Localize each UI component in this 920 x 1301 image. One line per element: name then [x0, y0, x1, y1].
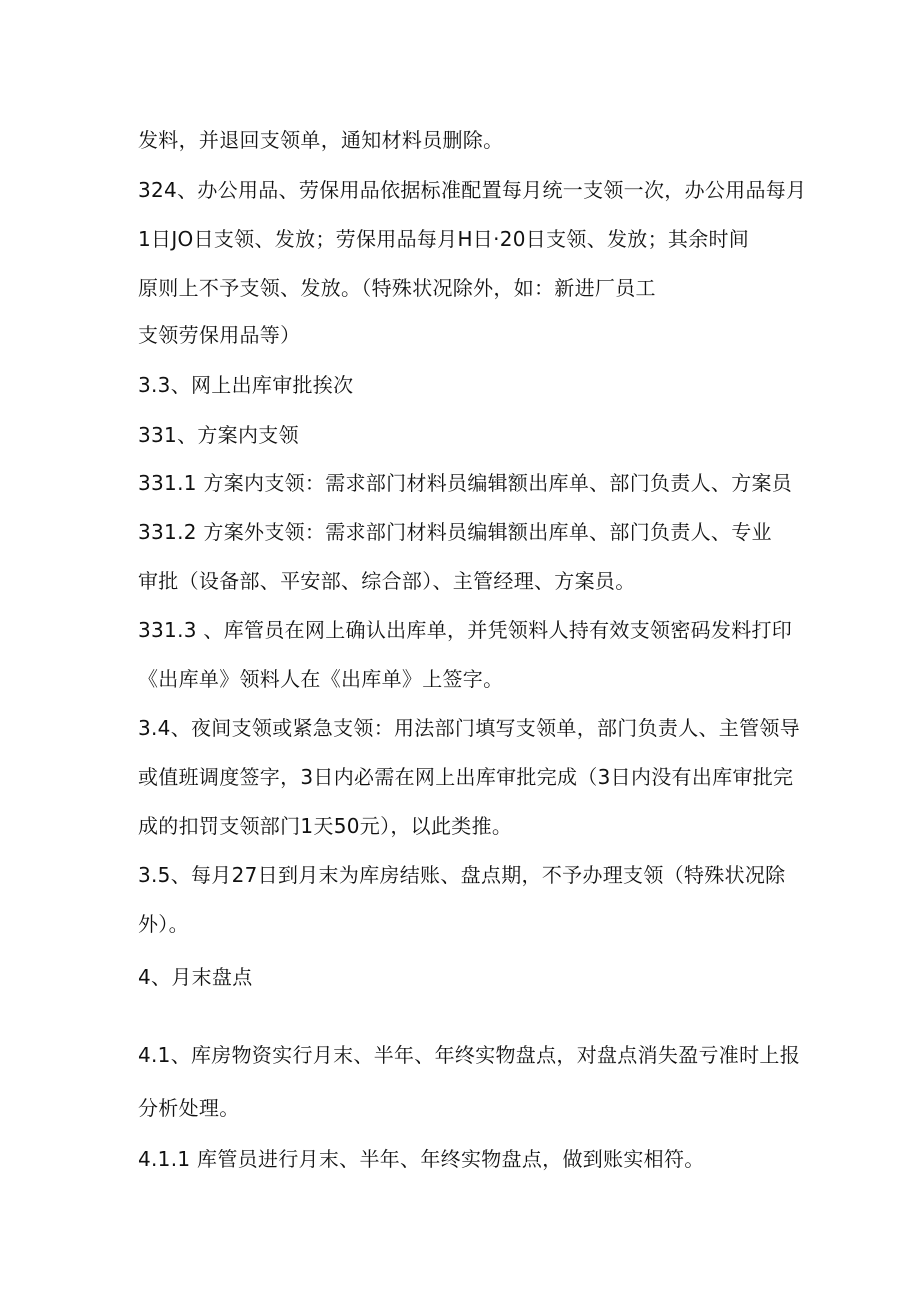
text-line: 4.1.1 库管员进行月末、半年、年终实物盘点，做到账实相符。 — [138, 1147, 705, 1171]
section-heading: 4、月末盘点 — [138, 965, 253, 989]
text-line: 331.1 方案内支领：需求部门材料员编辑额出库单、部门负责人、方案员 — [138, 471, 793, 495]
text-line: 成的扣罚支领部门1天50元），以此类推。 — [138, 814, 513, 838]
text-line: 原则上不予支领、发放。（特殊状况除外，如：新进厂员工 — [138, 276, 656, 300]
text-line: 支领劳保用品等） — [138, 323, 301, 347]
text-line: 《出库单》领料人在《出库单》上签字。 — [138, 667, 504, 691]
text-line: 审批（设备部、平安部、综合部）、主管经理、方案员。 — [138, 569, 636, 593]
text-line: 3.4、夜间支领或紧急支领：用法部门填写支领单，部门负责人、主管领导 — [138, 716, 801, 740]
text-line: 外）。 — [138, 912, 189, 936]
text-line: 发料，并退回支领单，通知材料员删除。 — [138, 128, 504, 152]
text-line: 或值班调度签字，3日内必需在网上出库审批完成（3日内没有出库审批完 — [138, 765, 794, 789]
text-line: 331、方案内支领 — [138, 423, 299, 447]
text-line: 3.3、网上出库审批挨次 — [138, 373, 354, 397]
text-line: 分析处理。 — [138, 1096, 240, 1120]
text-line: 331.3 、库管员在网上确认出库单，并凭领料人持有效支领密码发料打印 — [138, 618, 793, 642]
text-line: 324、办公用品、劳保用品依据标准配置每月统一支领一次，办公用品每月 — [138, 178, 807, 202]
text-line: 1日JO日支领、发放；劳保用品每月H日·20日支领、发放；其余时间 — [138, 227, 750, 251]
text-line: 3.5、每月27日到月末为库房结账、盘点期，不予办理支领（特殊状况除 — [138, 863, 786, 887]
text-line: 4.1、库房物资实行月末、半年、年终实物盘点，对盘点消失盈亏准时上报 — [138, 1043, 801, 1067]
text-line: 331.2 方案外支领：需求部门材料员编辑额出库单、部门负责人、专业 — [138, 520, 772, 544]
